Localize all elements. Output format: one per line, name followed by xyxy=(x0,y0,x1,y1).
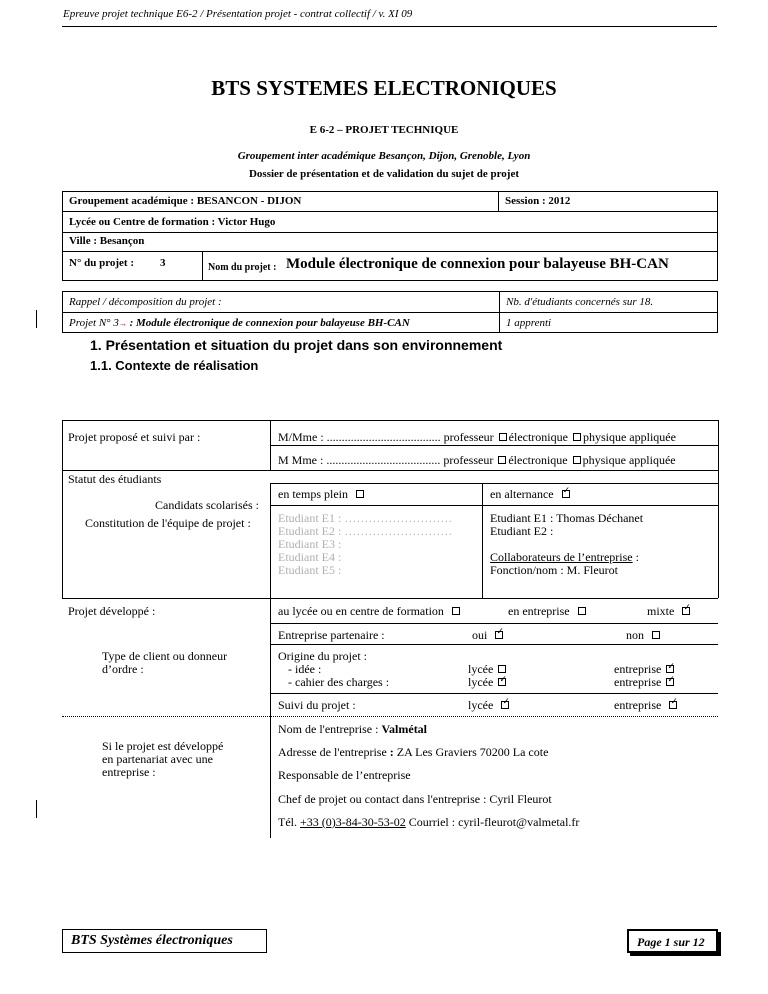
candidats-label: Candidats scolarisés : xyxy=(155,498,259,512)
rappel-table xyxy=(62,291,718,333)
checkbox-suivi-entreprise[interactable] xyxy=(669,701,677,709)
developpe-entreprise: en entreprise xyxy=(508,604,588,619)
document-subtitle: E 6-2 – PROJET TECHNIQUE xyxy=(309,124,459,136)
developpe-label: Projet développé : xyxy=(68,604,156,618)
checkbox-idee-entreprise[interactable] xyxy=(666,665,674,673)
partenaire-oui: oui ✓ xyxy=(472,628,505,643)
form-table xyxy=(62,420,718,838)
checkbox-en-entreprise[interactable] xyxy=(578,607,586,615)
ville: Ville : Besançon xyxy=(69,235,145,247)
partenariat-label: Si le projet est développé en partenariat avec une entreprise : xyxy=(102,739,224,779)
page-header: Epreuve projet technique E6-2 / Présentation projet - contrat collectif / v. XI 09 xyxy=(63,8,413,20)
checkbox-non[interactable] xyxy=(652,631,660,639)
partenaire-non: non xyxy=(626,628,662,643)
propose-row-1: M/Mme : ...................................... professeur électronique physique appliquée xyxy=(278,430,676,444)
page-number: Page 1 sur 12 xyxy=(627,929,718,953)
lycee-name: Lycée ou Centre de formation : Victor Hugo xyxy=(69,216,276,228)
nb-etudiants-value: 1 apprenti xyxy=(506,317,552,329)
projet-number: 3 xyxy=(160,257,166,269)
session: Session : 2012 xyxy=(505,195,571,207)
alternance: en alternance ✓ xyxy=(490,487,572,502)
checkbox-mixte[interactable] xyxy=(682,607,690,615)
checkbox-electronique-2[interactable] xyxy=(498,456,506,464)
groupement-academique: Groupement académique : BESANCON - DIJON xyxy=(69,195,302,207)
adresse-entreprise: Adresse de l'entreprise : ZA Les Graviers 70200 La cote xyxy=(278,745,549,759)
responsable-entreprise: Responsable de l’entreprise xyxy=(278,768,411,782)
rappel-label: Rappel / décomposition du projet : xyxy=(69,296,222,308)
propose-label: Projet proposé et suivi par : xyxy=(68,430,201,444)
projet-name: Module électronique de connexion pour balayeuse BH-CAN xyxy=(286,256,669,272)
checkbox-physique-1[interactable] xyxy=(573,433,581,441)
propose-row-2: M Mme : ...................................... professeur électronique physique appliquée xyxy=(278,453,676,467)
rappel-projet: Projet N° 3→ : Module électronique de connexion pour balayeuse BH-CAN xyxy=(69,317,410,329)
checkbox-physique-2[interactable] xyxy=(573,456,581,464)
suivi-entreprise: entreprise ✓ xyxy=(614,698,679,713)
checkbox-suivi-lycee[interactable] xyxy=(501,701,509,709)
checkbox-au-lycee[interactable] xyxy=(452,607,460,615)
checkbox-cahier-entreprise[interactable] xyxy=(666,678,674,686)
suivi-label: Suivi du projet : xyxy=(278,698,356,712)
header-rule xyxy=(62,26,717,27)
nb-etudiants-label: Nb. d'étudiants concernés sur 18. xyxy=(506,296,654,308)
groupement-line: Groupement inter académique Besançon, Dijon, Grenoble, Lyon xyxy=(237,150,531,162)
origine-projet: Origine du projet : - idée : - cahier des charges : xyxy=(278,649,390,689)
constitution-label: Constitution de l'équipe de projet : xyxy=(85,516,251,530)
entreprise-partenaire-label: Entreprise partenaire : xyxy=(278,628,385,642)
temps-plein: en temps plein xyxy=(278,487,366,502)
margin-bar xyxy=(36,310,37,328)
checkbox-electronique-1[interactable] xyxy=(499,433,507,441)
dossier-line: Dossier de présentation et de validation du sujet de projet xyxy=(248,168,519,180)
projet-number-label: N° du projet : xyxy=(69,257,135,269)
checkbox-alternance[interactable] xyxy=(562,490,570,498)
statut-label: Statut des étudiants xyxy=(68,472,162,486)
origine-entreprise: entreprise ✓ entreprise ✓ xyxy=(614,663,676,689)
section-1-heading: 1. Présentation et situation du projet dans son environnement xyxy=(90,337,503,353)
telephone-link[interactable]: +33 (0)3-84-30-53-02 xyxy=(300,815,406,829)
etudiants-grey-list: Etudiant E1 : ……………………… Etudiant E2 : ……………………… Etudiant E3 : Etudiant E4 : Etudiant E5 : xyxy=(278,511,453,577)
chef-projet: Chef de projet ou contact dans l'entreprise : Cyril Fleurot xyxy=(278,792,552,806)
origine-lycee: lycée lycée ✓ xyxy=(468,663,508,689)
checkbox-temps-plein[interactable] xyxy=(356,490,364,498)
nom-entreprise: Nom de l'entreprise : Valmétal xyxy=(278,722,428,736)
margin-bar-2 xyxy=(36,800,37,818)
developpe-au-lycee: au lycée ou en centre de formation xyxy=(278,604,462,619)
document-title: BTS SYSTEMES ELECTRONIQUES xyxy=(211,76,557,100)
suivi-lycee: lycée ✓ xyxy=(468,698,511,713)
checkbox-cahier-lycee[interactable] xyxy=(498,678,506,686)
type-client-label: Type de client ou donneur d’ordre : xyxy=(102,649,228,676)
section-1-1-heading: 1.1. Contexte de réalisation xyxy=(90,358,259,373)
contact-line: Tél. +33 (0)3-84-30-53-02 Courriel : cyril-fleurot@valmetal.fr xyxy=(278,815,580,829)
email-link[interactable]: cyril-fleurot@valmetal.fr xyxy=(458,815,580,829)
projet-name-label: Nom du projet : xyxy=(208,262,277,273)
etudiants-list: Etudiant E1 : Thomas Déchanet Etudiant E2 : Collaborateurs de l’entreprise : Fonction/nom : M. Fleurot xyxy=(490,511,644,577)
developpe-mixte: mixte ✓ xyxy=(647,604,692,619)
checkbox-idee-lycee[interactable] xyxy=(498,665,506,673)
footer-title: BTS Systèmes électroniques xyxy=(62,929,267,953)
checkbox-oui[interactable] xyxy=(495,631,503,639)
info-table xyxy=(62,191,718,281)
